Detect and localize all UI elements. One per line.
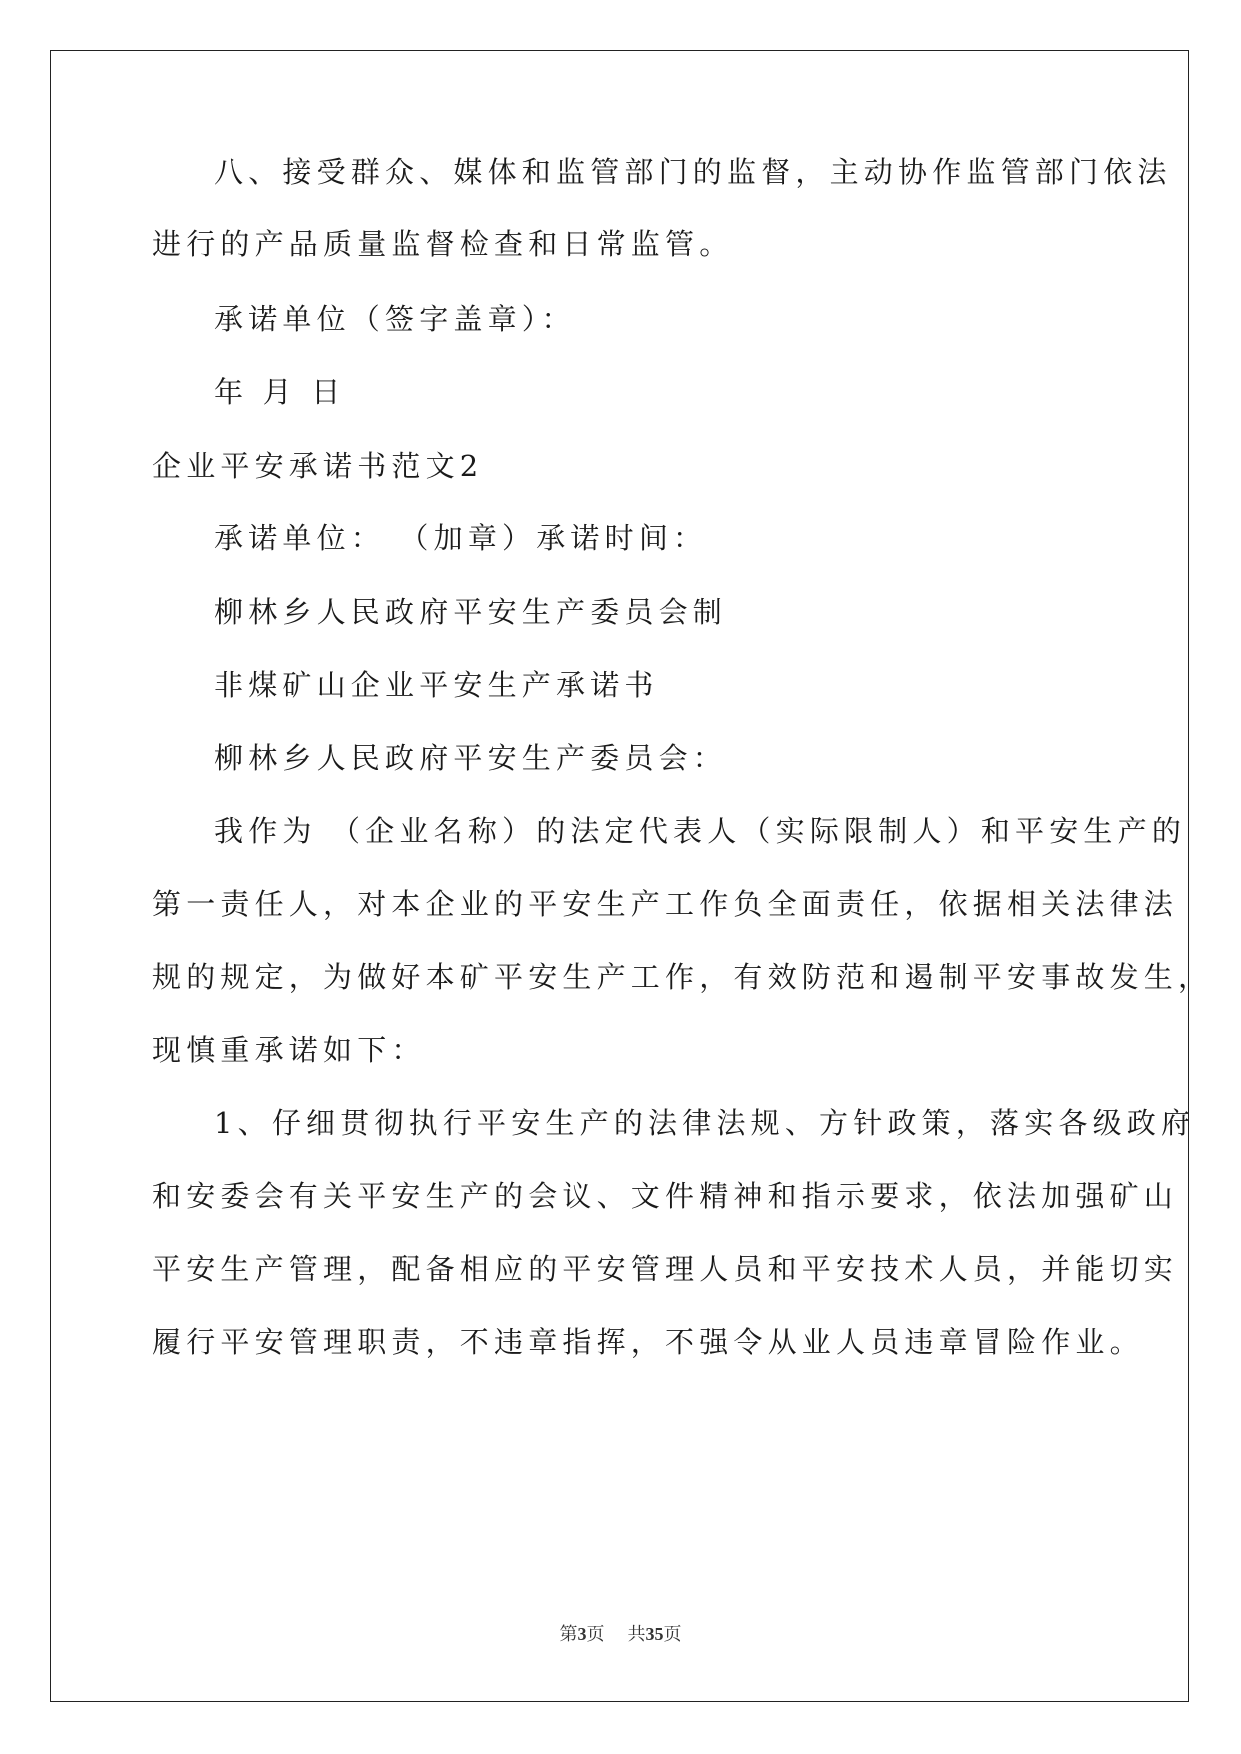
paragraph-line: 现慎重承诺如下： <box>152 1033 426 1067</box>
date-line: 年 月 日 <box>214 375 346 409</box>
page-border <box>50 50 1189 1702</box>
paragraph-line: 1、仔细贯彻执行平安生产的法律法规、方针政策，落实各级政府 <box>214 1106 1196 1140</box>
paragraph-line: 规的规定，为做好本矿平安生产工作，有效防范和遏制平安事故发生， <box>152 960 1213 994</box>
paragraph-line: 进行的产品质量监督检查和日常监管。 <box>152 227 734 261</box>
footer-total-prefix: 共 <box>627 1624 646 1645</box>
paragraph-line: 和安委会有关平安生产的会议、文件精神和指示要求，依法加强矿山 <box>152 1179 1179 1213</box>
section-title: 企业平安承诺书范文2 <box>152 449 484 483</box>
current-page-number: 3 <box>577 1624 587 1644</box>
paragraph-line: 平安生产管理，配备相应的平安管理人员和平安技术人员，并能切实 <box>152 1252 1179 1286</box>
footer-total-suffix: 页 <box>663 1624 682 1645</box>
addressee-line: 柳林乡人民政府平安生产委员会： <box>214 741 728 775</box>
signature-unit-line: 承诺单位（签字盖章）： <box>214 302 576 336</box>
paragraph-line: 履行平安管理职责，不违章指挥，不强令从业人员违章冒险作业。 <box>152 1325 1144 1359</box>
paragraph-line: 八、接受群众、媒体和监管部门的监督，主动协作监管部门依法 <box>214 155 1172 189</box>
total-page-count: 35 <box>645 1624 664 1644</box>
paragraph-line: 承诺单位： （加章）承诺时间： <box>214 521 708 555</box>
footer-page-suffix: 页 <box>586 1624 605 1645</box>
footer-prefix: 第 <box>559 1624 578 1645</box>
document-title: 非煤矿山企业平安生产承诺书 <box>214 668 659 702</box>
paragraph-line: 柳林乡人民政府平安生产委员会制 <box>214 595 728 629</box>
paragraph-line: 第一责任人，对本企业的平安生产工作负全面责任，依据相关法律法 <box>152 887 1179 921</box>
page-footer <box>0 1622 1241 1647</box>
paragraph-line: 我作为 （企业名称）的法定代表人（实际限制人）和平安生产的 <box>214 814 1187 848</box>
